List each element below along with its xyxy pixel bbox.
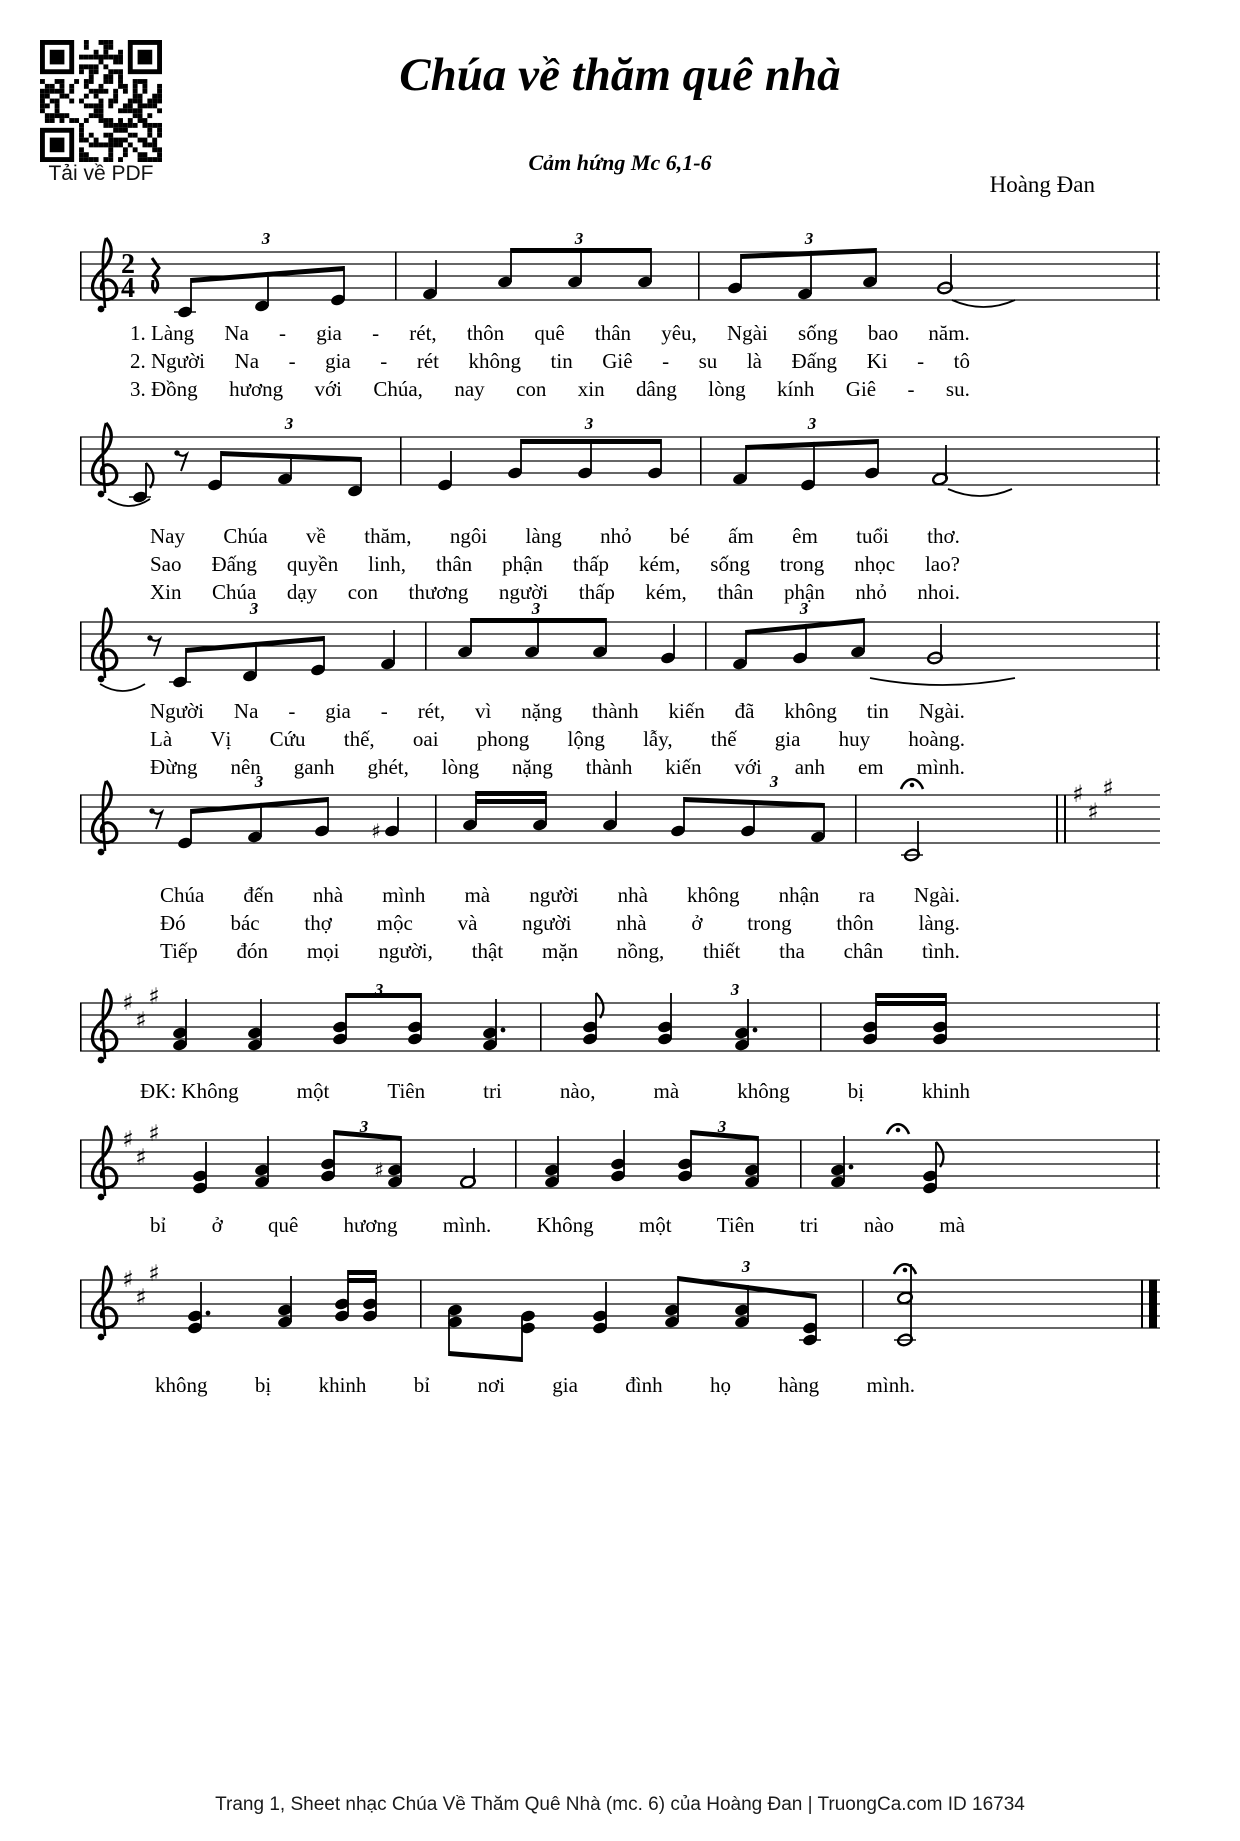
lyric-syllable: con bbox=[347, 580, 379, 604]
lyric-syllable: với bbox=[734, 755, 762, 779]
lyric-syllable: em bbox=[857, 755, 884, 779]
lyric-syllable: thôn bbox=[836, 911, 874, 935]
lyric-syllable: bị bbox=[847, 1079, 865, 1103]
lyric-syllable: vì bbox=[475, 699, 492, 723]
lyric-syllable: hương bbox=[229, 377, 284, 401]
lyric-syllable: một bbox=[296, 1079, 330, 1103]
svg-text:3: 3 bbox=[769, 772, 779, 791]
lyric-syllable: - bbox=[288, 699, 296, 723]
svg-text:3: 3 bbox=[804, 229, 814, 248]
lyric-syllable: gia bbox=[774, 727, 801, 751]
svg-text:3: 3 bbox=[261, 229, 271, 248]
lyric-syllable: thiết bbox=[702, 939, 741, 963]
lyric-syllable: 3. Đồng bbox=[130, 377, 198, 401]
lyrics-row bbox=[150, 698, 965, 724]
lyric-syllable: trong bbox=[747, 911, 792, 935]
svg-text:3: 3 bbox=[584, 414, 594, 433]
lyric-syllable: người, bbox=[378, 939, 433, 963]
lyric-syllable: ĐK: Không bbox=[140, 1079, 239, 1103]
lyric-syllable: Cứu bbox=[269, 727, 306, 751]
lyric-syllable: trong bbox=[779, 552, 825, 576]
lyric-syllable: nhọc bbox=[854, 552, 896, 576]
lyric-syllable: rét, bbox=[409, 321, 437, 345]
music-system-7 bbox=[70, 1240, 1180, 1406]
lyric-syllable: đến bbox=[243, 883, 274, 907]
lyric-syllable: Là bbox=[150, 727, 173, 751]
lyric-syllable: sống bbox=[798, 321, 838, 345]
lyric-syllable: kiến bbox=[668, 699, 705, 723]
lyric-syllable: ngôi bbox=[449, 524, 488, 548]
lyric-syllable: mà bbox=[653, 1079, 680, 1103]
svg-text:3: 3 bbox=[531, 599, 541, 618]
lyric-syllable: dạy bbox=[286, 580, 318, 604]
lyrics-row bbox=[160, 882, 960, 908]
lyric-syllable: su bbox=[698, 349, 718, 373]
lyric-syllable: - bbox=[380, 349, 388, 373]
svg-text:2: 2 bbox=[121, 249, 135, 280]
lyric-syllable: không bbox=[737, 1079, 790, 1103]
lyric-syllable: thế, bbox=[343, 727, 375, 751]
svg-text:♯: ♯ bbox=[1087, 798, 1099, 826]
lyric-syllable: Na bbox=[234, 349, 260, 373]
music-system-4 bbox=[70, 755, 1180, 972]
lyric-syllable: Sao bbox=[150, 552, 182, 576]
svg-text:♯: ♯ bbox=[1102, 774, 1114, 802]
svg-text:♯: ♯ bbox=[374, 1158, 384, 1182]
svg-text:♯: ♯ bbox=[1072, 780, 1084, 808]
lyric-syllable: - bbox=[380, 699, 388, 723]
lyric-syllable: bị bbox=[254, 1373, 272, 1397]
lyric-syllable: thăm, bbox=[364, 524, 412, 548]
lyric-syllable: Chúa bbox=[160, 883, 205, 907]
lyric-syllable: - bbox=[372, 321, 380, 345]
svg-text:3: 3 bbox=[574, 229, 584, 248]
lyric-syllable: 2. Người bbox=[130, 349, 205, 373]
svg-text:♯: ♯ bbox=[371, 819, 381, 843]
lyric-syllable: quyền bbox=[286, 552, 339, 576]
lyric-syllable: tha bbox=[779, 939, 805, 963]
svg-text:♯: ♯ bbox=[122, 1127, 134, 1153]
svg-text:3: 3 bbox=[254, 772, 264, 791]
lyric-syllable: nồng, bbox=[616, 939, 665, 963]
lyric-syllable: Đấng bbox=[211, 552, 257, 576]
lyric-syllable: tô bbox=[953, 349, 970, 373]
lyrics-row bbox=[130, 348, 970, 374]
lyric-syllable: là bbox=[746, 349, 762, 373]
lyric-syllable: Na bbox=[224, 321, 249, 345]
lyric-syllable: người bbox=[522, 911, 572, 935]
lyric-syllable: Ngài. bbox=[918, 699, 965, 723]
lyrics-row bbox=[130, 320, 970, 346]
lyric-syllable: Nay bbox=[150, 524, 185, 548]
lyric-syllable: nặng bbox=[521, 699, 563, 723]
music-system-5 bbox=[70, 963, 1180, 1112]
lyric-syllable: làng. bbox=[918, 911, 960, 935]
lyric-syllable: ghét, bbox=[367, 755, 409, 779]
lyric-syllable: Vị bbox=[210, 727, 232, 751]
lyric-syllable: rét bbox=[416, 349, 439, 373]
svg-text:♯: ♯ bbox=[122, 990, 134, 1016]
lyric-syllable: bao bbox=[867, 321, 899, 345]
lyric-syllable: Không bbox=[536, 1213, 594, 1237]
lyric-syllable: nhỏ bbox=[855, 580, 887, 604]
lyric-syllable: kiến bbox=[665, 755, 702, 779]
lyric-syllable: con bbox=[516, 377, 547, 401]
lyric-syllable: quê bbox=[534, 321, 565, 345]
lyric-syllable: thân bbox=[717, 580, 754, 604]
lyric-syllable: Đấng bbox=[791, 349, 838, 373]
lyric-syllable: ganh bbox=[293, 755, 335, 779]
lyric-syllable: thương bbox=[408, 580, 469, 604]
lyric-syllable: lòng bbox=[441, 755, 480, 779]
svg-text:♯: ♯ bbox=[135, 1285, 147, 1311]
lyric-syllable: thân bbox=[594, 321, 632, 345]
lyric-syllable: Chúa, bbox=[373, 377, 423, 401]
lyric-syllable: thật bbox=[471, 939, 504, 963]
lyric-syllable: êm bbox=[792, 524, 818, 548]
lyric-syllable: nhà bbox=[312, 883, 344, 907]
lyric-syllable: thân bbox=[436, 552, 473, 576]
footer-text: Trang 1, Sheet nhạc Chúa Về Thăm Quê Nhà (mc. 6) của Hoàng Đan | TruongCa.com ID 16734 bbox=[215, 1794, 1025, 1815]
lyric-syllable: Tiên bbox=[716, 1213, 755, 1237]
lyric-syllable: tin bbox=[866, 699, 889, 723]
lyric-syllable: oai bbox=[412, 727, 439, 751]
lyric-syllable: không bbox=[468, 349, 521, 373]
lyric-syllable: thơ. bbox=[927, 524, 960, 548]
lyric-syllable: đình bbox=[625, 1373, 663, 1397]
lyrics-row bbox=[155, 1372, 915, 1398]
lyric-syllable: - bbox=[907, 377, 915, 401]
svg-text:♯: ♯ bbox=[122, 1267, 134, 1293]
lyric-syllable: thành bbox=[591, 699, 639, 723]
svg-text:♯: ♯ bbox=[148, 984, 160, 1010]
lyric-syllable: Người bbox=[150, 699, 204, 723]
lyric-syllable: nặng bbox=[512, 755, 553, 779]
lyric-syllable: nhỏ bbox=[600, 524, 632, 548]
lyric-syllable: mình. bbox=[916, 755, 965, 779]
svg-text:♯: ♯ bbox=[135, 1145, 147, 1171]
composer-name: Hoàng Đan bbox=[989, 172, 1095, 197]
lyric-syllable: nay bbox=[454, 377, 485, 401]
lyric-syllable: ra bbox=[858, 883, 875, 907]
svg-text:3: 3 bbox=[284, 414, 294, 433]
lyric-syllable: khinh bbox=[318, 1373, 367, 1397]
lyric-syllable: gia bbox=[552, 1373, 578, 1397]
lyric-syllable: không bbox=[155, 1373, 208, 1397]
lyric-syllable: nhoi. bbox=[917, 580, 960, 604]
lyric-syllable: yêu, bbox=[661, 321, 697, 345]
lyric-syllable: không bbox=[687, 883, 740, 907]
svg-text:3: 3 bbox=[374, 980, 384, 999]
lyric-syllable: gia bbox=[316, 321, 342, 345]
lyric-syllable: lộng bbox=[567, 727, 605, 751]
lyric-syllable: Chúa bbox=[212, 580, 257, 604]
lyrics-row bbox=[160, 910, 960, 936]
lyric-syllable: Na bbox=[233, 699, 259, 723]
lyric-syllable: người bbox=[498, 580, 549, 604]
lyric-syllable: Chúa bbox=[223, 524, 268, 548]
lyric-syllable: kém, bbox=[638, 552, 681, 576]
lyric-syllable: bác bbox=[230, 911, 260, 935]
svg-text:3: 3 bbox=[741, 1257, 751, 1276]
lyric-syllable: mộc bbox=[376, 911, 413, 935]
lyric-syllable: nơi bbox=[477, 1373, 505, 1397]
lyric-syllable: nhận bbox=[778, 883, 820, 907]
lyric-syllable: bỉ bbox=[150, 1213, 167, 1237]
lyric-syllable: người bbox=[529, 883, 579, 907]
lyrics-row bbox=[160, 938, 960, 964]
lyric-syllable: không bbox=[784, 699, 837, 723]
lyric-syllable: thành bbox=[585, 755, 633, 779]
lyric-syllable: Ki bbox=[866, 349, 888, 373]
svg-text:♯: ♯ bbox=[148, 1121, 160, 1147]
svg-text:3: 3 bbox=[730, 980, 740, 999]
download-pdf-link[interactable]: Tải về PDF bbox=[48, 162, 154, 185]
lyric-syllable: lẫy, bbox=[643, 727, 673, 751]
svg-text:♯: ♯ bbox=[148, 1261, 160, 1287]
lyric-syllable: Tiên bbox=[387, 1079, 426, 1103]
lyric-syllable: mà bbox=[939, 1213, 965, 1237]
lyric-syllable: nào bbox=[863, 1213, 895, 1237]
lyric-syllable: mọi bbox=[306, 939, 340, 963]
lyric-syllable: tuổi bbox=[856, 524, 889, 548]
lyric-syllable: quê bbox=[267, 1213, 299, 1237]
lyric-syllable: ở bbox=[211, 1213, 223, 1237]
lyric-syllable: hoàng. bbox=[908, 727, 965, 751]
lyric-syllable: thế bbox=[710, 727, 737, 751]
lyric-syllable: nhà bbox=[617, 883, 648, 907]
lyric-syllable: đón bbox=[236, 939, 269, 963]
music-system-2 bbox=[70, 397, 1180, 613]
lyric-syllable: hương bbox=[343, 1213, 398, 1237]
lyric-syllable: mình. bbox=[442, 1213, 492, 1237]
lyric-syllable: mình bbox=[382, 883, 426, 907]
lyrics-row bbox=[150, 551, 960, 577]
lyric-syllable: nên bbox=[230, 755, 261, 779]
svg-text:3: 3 bbox=[799, 599, 809, 618]
lyric-syllable: lao? bbox=[924, 552, 960, 576]
lyric-syllable: anh bbox=[794, 755, 826, 779]
lyric-syllable: - bbox=[662, 349, 670, 373]
lyric-syllable: tri bbox=[799, 1213, 819, 1237]
lyric-syllable: về bbox=[306, 524, 326, 548]
lyric-syllable: ấm bbox=[728, 524, 754, 548]
lyric-syllable: - bbox=[917, 349, 925, 373]
lyric-syllable: linh, bbox=[368, 552, 407, 576]
lyric-syllable: thợ bbox=[304, 911, 332, 935]
lyric-syllable: Đó bbox=[160, 911, 186, 935]
lyric-syllable: Ngài. bbox=[913, 883, 960, 907]
lyric-syllable: tin bbox=[550, 349, 573, 373]
svg-text:3: 3 bbox=[807, 414, 817, 433]
lyric-syllable: thấp bbox=[572, 552, 610, 576]
lyric-syllable: gia bbox=[325, 699, 351, 723]
lyric-syllable: với bbox=[314, 377, 342, 401]
lyric-syllable: Tiếp bbox=[160, 939, 198, 963]
lyric-syllable: su. bbox=[945, 377, 970, 401]
lyric-syllable: một bbox=[638, 1213, 672, 1237]
lyric-syllable: nào, bbox=[559, 1079, 596, 1103]
lyric-syllable: huy bbox=[838, 727, 871, 751]
lyric-syllable: Giê bbox=[845, 377, 877, 401]
lyric-syllable: - bbox=[279, 321, 287, 345]
song-title: Chúa về thăm quê nhà bbox=[399, 49, 841, 101]
lyrics-row bbox=[150, 726, 965, 752]
music-system-6 bbox=[70, 1100, 1180, 1246]
lyric-syllable: rét, bbox=[417, 699, 446, 723]
lyric-syllable: phận bbox=[784, 580, 825, 604]
lyric-syllable: tình. bbox=[922, 939, 960, 963]
song-subtitle: Cảm hứng Mc 6,1-6 bbox=[528, 150, 712, 175]
lyric-syllable: chân bbox=[843, 939, 884, 963]
lyric-syllable: khinh bbox=[922, 1079, 970, 1103]
lyric-syllable: phận bbox=[502, 552, 543, 576]
lyric-syllable: kính bbox=[777, 377, 815, 401]
lyric-syllable: thấp bbox=[578, 580, 615, 604]
lyric-syllable: mình. bbox=[866, 1373, 915, 1397]
lyric-syllable: - bbox=[288, 349, 296, 373]
lyric-syllable: dâng bbox=[636, 377, 677, 401]
lyric-syllable: năm. bbox=[928, 321, 970, 345]
svg-text:3: 3 bbox=[249, 599, 259, 618]
lyric-syllable: sống bbox=[710, 552, 750, 576]
lyrics-row bbox=[150, 523, 960, 549]
lyrics-row bbox=[150, 1212, 965, 1238]
lyric-syllable: xin bbox=[577, 377, 605, 401]
lyric-syllable: mặn bbox=[541, 939, 579, 963]
lyric-syllable: mà bbox=[464, 883, 491, 907]
lyric-syllable: đã bbox=[734, 699, 755, 723]
lyric-syllable: 1. Làng bbox=[130, 321, 195, 345]
svg-text:3: 3 bbox=[717, 1117, 727, 1136]
svg-text:4: 4 bbox=[121, 273, 135, 304]
lyric-syllable: kém, bbox=[645, 580, 687, 604]
lyric-syllable: bé bbox=[669, 524, 690, 548]
lyric-syllable: làng bbox=[525, 524, 562, 548]
lyric-syllable: bỉ bbox=[413, 1373, 431, 1397]
lyric-syllable: họ bbox=[710, 1373, 731, 1397]
lyric-syllable: thôn bbox=[466, 321, 505, 345]
lyric-syllable: Đừng bbox=[150, 755, 198, 779]
svg-text:3: 3 bbox=[359, 1117, 369, 1136]
lyric-syllable: ở bbox=[691, 911, 703, 935]
music-system-1 bbox=[70, 212, 1180, 410]
lyric-syllable: gia bbox=[325, 349, 351, 373]
lyric-syllable: Giê bbox=[602, 349, 633, 373]
svg-text:♯: ♯ bbox=[135, 1008, 147, 1034]
lyric-syllable: hàng bbox=[778, 1373, 820, 1397]
lyric-syllable: lòng bbox=[708, 377, 746, 401]
lyric-syllable: tri bbox=[483, 1079, 502, 1103]
lyric-syllable: phong bbox=[476, 727, 530, 751]
lyric-syllable: nhà bbox=[616, 911, 647, 935]
lyric-syllable: và bbox=[457, 911, 478, 935]
lyric-syllable: Ngài bbox=[727, 321, 768, 345]
lyric-syllable: Xin bbox=[150, 580, 182, 604]
